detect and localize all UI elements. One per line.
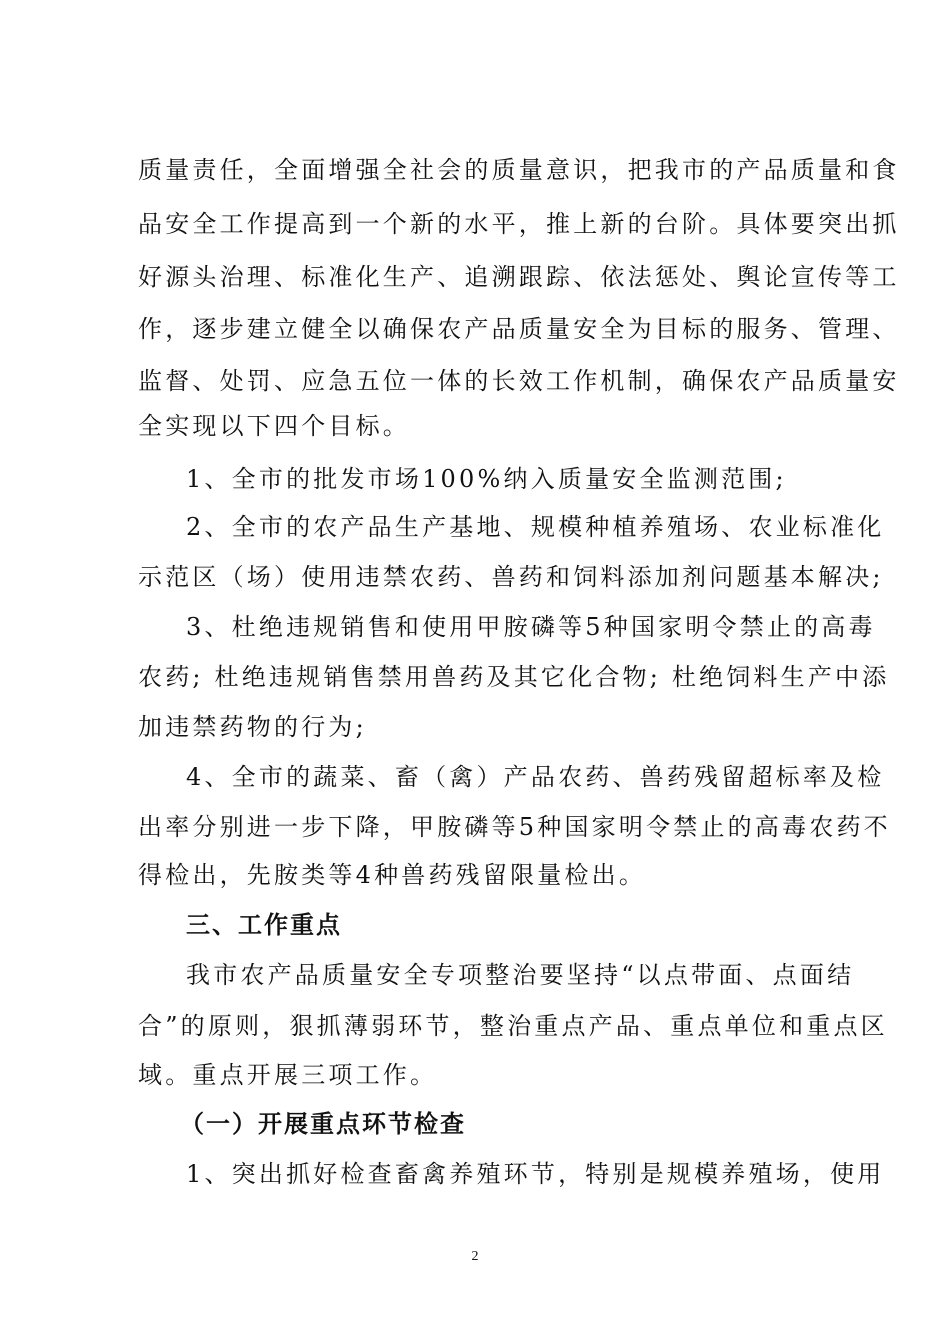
target-item-3: 3、杜绝违规销售和使用甲胺磷等5种国家明令禁止的高毒 <box>186 613 876 641</box>
section-heading-work-focus: 三、工作重点 <box>186 911 342 939</box>
page-number: 2 <box>471 1249 479 1264</box>
section-paragraph-line-3: 域。重点开展三项工作。 <box>138 1061 438 1089</box>
subsection-item-1: 1、突出抓好检查畜禽养殖环节，特别是规模养殖场，使用 <box>186 1160 885 1188</box>
body-line-4: 作，逐步建立健全以确保农产品质量安全为目标的服务、管理、 <box>138 315 900 343</box>
section-paragraph-line-2: 合”的原则，狠抓薄弱环节，整治重点产品、重点单位和重点区 <box>138 1012 888 1040</box>
section-paragraph-line-1: 我市农产品质量安全专项整治要坚持“以点带面、点面结 <box>186 961 855 989</box>
target-item-4-continued-2: 得检出，先胺类等4种兽药残留限量检出。 <box>138 861 647 889</box>
body-line-1: 质量责任，全面增强全社会的质量意识，把我市的产品质量和食 <box>138 156 900 184</box>
body-line-5: 监督、处罚、应急五位一体的长效工作机制，确保农产品质量安 <box>138 367 900 395</box>
body-line-2: 品安全工作提高到一个新的水平，推上新的台阶。具体要突出抓 <box>138 210 900 238</box>
target-item-4: 4、全市的蔬菜、畜（禽）产品农药、兽药残留超标率及检 <box>186 763 885 791</box>
target-item-2: 2、全市的农产品生产基地、规模种植养殖场、农业标准化 <box>186 513 885 541</box>
body-line-3: 好源头治理、标准化生产、追溯跟踪、依法惩处、舆论宣传等工 <box>138 263 900 291</box>
target-item-2-continued: 示范区（场）使用违禁农药、兽药和饲料添加剂问题基本解决; <box>138 563 884 591</box>
target-item-3-continued-2: 加违禁药物的行为; <box>138 713 367 741</box>
target-item-1: 1、全市的批发市场100%纳入质量安全监测范围; <box>186 465 787 493</box>
target-item-3-continued-1: 农药; 杜绝违规销售禁用兽药及其它化合物; 杜绝饲料生产中添 <box>138 663 890 691</box>
subsection-heading-key-inspection: （一）开展重点环节检查 <box>180 1110 466 1138</box>
target-item-4-continued-1: 出率分别进一步下降，甲胺磷等5种国家明令禁止的高毒农药不 <box>138 813 891 841</box>
body-line-6: 全实现以下四个目标。 <box>138 412 410 440</box>
